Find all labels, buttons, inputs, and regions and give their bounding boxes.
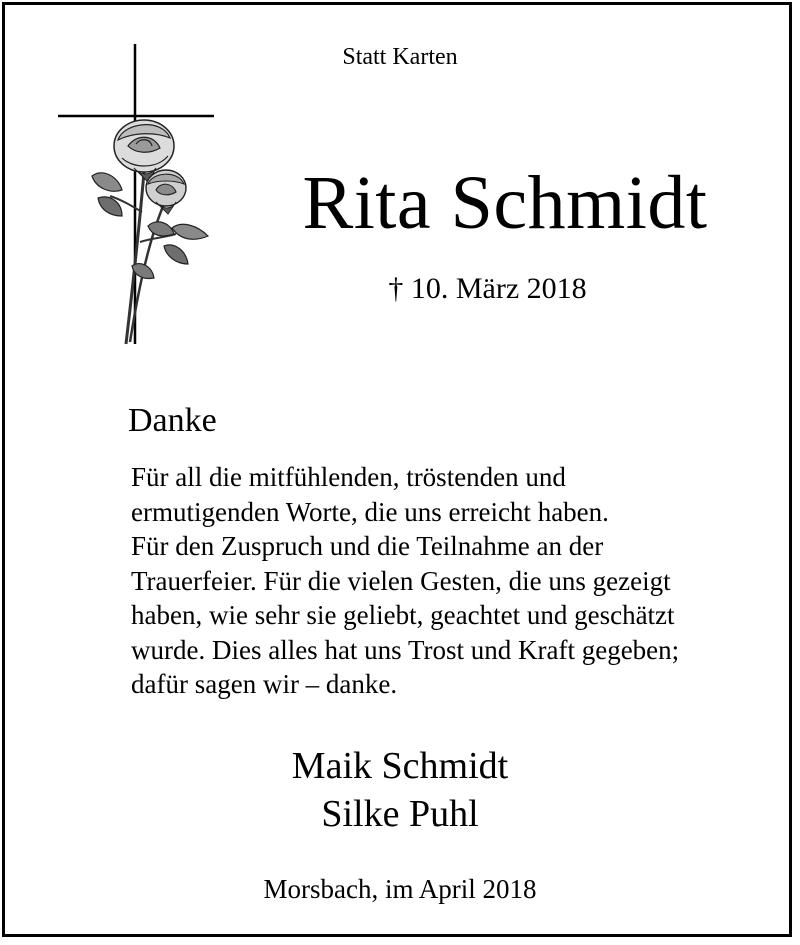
death-date: † 10. März 2018 xyxy=(388,272,587,305)
thanks-heading: Danke xyxy=(128,402,217,439)
header-note: Statt Karten xyxy=(342,44,458,70)
message-line: Trauerfeier. Für die vielen Gesten, die uns gezeigt xyxy=(131,565,671,596)
message-line: Für den Zuspruch und die Teilnahme an der xyxy=(131,531,604,561)
message-line: Für all die mitfühlenden, tröstenden und xyxy=(131,462,566,492)
signer-name: Silke Puhl xyxy=(321,793,479,835)
thank-you-message xyxy=(131,460,679,702)
signer-name: Maik Schmidt xyxy=(291,745,509,787)
message-line: wurde. Dies alles hat uns Trost und Kraft gegeben; xyxy=(131,634,680,665)
message-line: dafür sagen wir – danke. xyxy=(131,669,398,699)
message-line: ermutigenden Worte, die uns erreicht haben. xyxy=(131,496,609,527)
deceased-name: Rita Schmidt xyxy=(302,161,708,245)
signers xyxy=(0,742,800,838)
place-and-date: Morsbach, im April 2018 xyxy=(263,874,537,904)
message-line: haben, wie sehr sie geliebt, geachtet und geschätzt xyxy=(131,600,675,630)
